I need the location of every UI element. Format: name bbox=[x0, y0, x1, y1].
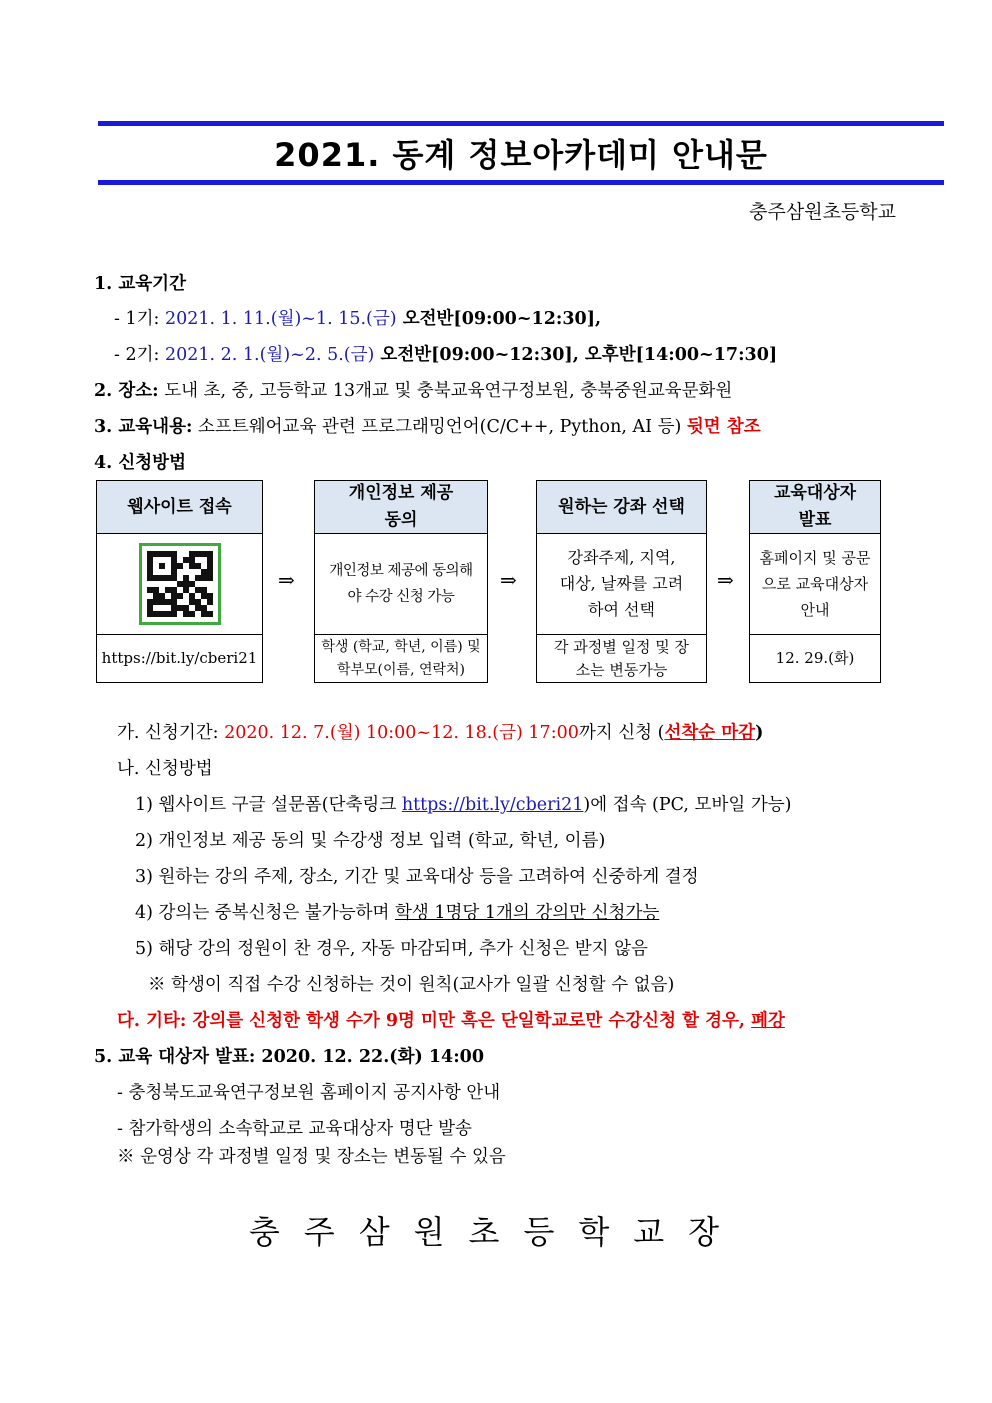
flow-step-select-body: 강좌주제, 지역, 대상, 날짜를 고려하여 선택 bbox=[559, 548, 684, 619]
flow-step-website-body bbox=[97, 534, 262, 634]
period-2-dates: 2021. 2. 1.(월)~2. 5.(금) bbox=[164, 345, 375, 365]
apply-period-dates: 2020. 12. 7.(월) 10:00~12. 18.(금) 17:00 bbox=[224, 723, 579, 743]
method-2: 2) 개인정보 제공 동의 및 수강생 정보 입력 (학교, 학년, 이름) bbox=[135, 831, 606, 851]
flow-step-select-footer: 각 과정별 일정 및 장소는 변동가능 bbox=[537, 634, 706, 682]
section-5-heading: 5. 교육 대상자 발표: 2020. 12. 22.(화) 14:00 bbox=[94, 1047, 485, 1067]
flow-step-select-header: 원하는 강좌 선택 bbox=[537, 481, 706, 534]
section-4-heading: 4. 신청방법 bbox=[94, 453, 186, 473]
method-5: 5) 해당 강의 정원이 찬 경우, 자동 마감되며, 추가 신청은 받지 않음 bbox=[135, 939, 648, 959]
method-1-text-a: 1) 웹사이트 구글 설문폼(단축링크 bbox=[135, 795, 402, 815]
method-1-text-b: )에 접속 (PC, 모바일 가능) bbox=[583, 795, 792, 815]
method-4 bbox=[135, 899, 659, 924]
flow-step-announce-header: 교육대상자 발표 bbox=[750, 481, 880, 534]
section-3-text: 소프트웨어교육 관련 프로그래밍언어(C/C++, Python, AI 등) bbox=[192, 417, 687, 437]
section-5-note: ※ 운영상 각 과정별 일정 및 장소는 변동될 수 있음 bbox=[117, 1147, 506, 1167]
school-name: 충주삼원초등학교 bbox=[749, 201, 896, 223]
apply-period-label: 가. 신청기간: bbox=[117, 723, 225, 743]
period-1-dates: 2021. 1. 11.(월)~1. 15.(금) bbox=[164, 309, 397, 329]
section-2-text: 도내 초, 중, 고등학교 13개교 및 충북교육연구정보원, 충북중원교육문화원 bbox=[158, 381, 733, 401]
flow-step-website-footer[interactable]: https://bit.ly/cberi21 bbox=[97, 634, 262, 682]
period-1-time: 오전반[09:00~12:30], bbox=[396, 309, 602, 329]
section-1-heading: 1. 교육기간 bbox=[94, 274, 186, 294]
page-title: 2021. 동계 정보아카데미 안내문 bbox=[274, 136, 768, 174]
top-rule bbox=[98, 121, 944, 126]
flow-step-consent bbox=[314, 480, 488, 683]
other-notice-cancel: 폐강 bbox=[751, 1011, 785, 1031]
apply-period-end: ) bbox=[755, 723, 764, 743]
apply-period-mid: 까지 신청 ( bbox=[578, 723, 665, 743]
section-5-line-2: - 참가학생의 소속학교로 교육대상자 명단 발송 bbox=[117, 1119, 472, 1139]
method-1 bbox=[135, 791, 791, 816]
apply-period-note: 선착순 마감 bbox=[664, 723, 756, 743]
qr-code-icon[interactable] bbox=[139, 543, 221, 625]
method-3: 3) 원하는 강의 주제, 장소, 기간 및 교육대상 등을 고려하여 신중하게 결정 bbox=[135, 867, 699, 887]
flow-step-website-header: 웹사이트 접속 bbox=[97, 481, 262, 534]
period-2-time: 오전반[09:00~12:30], 오후반[14:00~17:30] bbox=[374, 345, 778, 365]
method-note: ※ 학생이 직접 수강 신청하는 것이 원칙(교사가 일괄 신청할 수 없음) bbox=[148, 975, 675, 995]
flow-step-consent-body: 개인정보 제공에 동의해야 수강 신청 가능 bbox=[329, 563, 473, 605]
flow-step-website bbox=[96, 480, 263, 683]
other-notice bbox=[117, 1007, 785, 1032]
apply-method-heading: 나. 신청방법 bbox=[117, 759, 213, 779]
period-2-label: - 2기: bbox=[114, 345, 165, 365]
method-4-limit: 학생 1명당 1개의 강의만 신청가능 bbox=[394, 903, 660, 923]
section-2 bbox=[94, 377, 732, 402]
flow-arrow-3: ⇒ bbox=[717, 568, 734, 592]
section-2-label: 2. 장소: bbox=[94, 381, 159, 401]
other-notice-text: 다. 기타: 강의를 신청한 학생 수가 9명 미만 혹은 단일학교로만 수강신청 할 경우, bbox=[117, 1011, 752, 1031]
flow-step-announce bbox=[749, 480, 881, 683]
section-3 bbox=[94, 413, 761, 438]
apply-period bbox=[117, 719, 763, 744]
period-2 bbox=[114, 341, 777, 366]
section-3-label: 3. 교육내용: bbox=[94, 417, 193, 437]
flow-step-select bbox=[536, 480, 707, 683]
flow-step-announce-footer: 12. 29.(화) bbox=[750, 634, 880, 682]
bottom-rule bbox=[98, 180, 944, 185]
section-3-ref: 뒷면 참조 bbox=[686, 417, 761, 437]
flow-arrow-2: ⇒ bbox=[500, 568, 517, 592]
principal-signature: 충주삼원초등학교장 bbox=[248, 1213, 744, 1251]
flow-step-announce-body: 홈페이지 및 공문으로 교육대상자 안내 bbox=[759, 549, 871, 619]
period-1 bbox=[114, 305, 601, 330]
period-1-label: - 1기: bbox=[114, 309, 165, 329]
flow-step-consent-footer: 학생 (학교, 학년, 이름) 및 학부모(이름, 연락처) bbox=[315, 634, 487, 682]
method-4-text: 4) 강의는 중복신청은 불가능하며 bbox=[135, 903, 395, 923]
flow-arrow-1: ⇒ bbox=[278, 568, 295, 592]
flow-step-consent-header: 개인정보 제공 동의 bbox=[315, 481, 487, 534]
survey-link[interactable]: https://bit.ly/cberi21 bbox=[401, 795, 584, 815]
section-5-line-1: - 충청북도교육연구정보원 홈페이지 공지사항 안내 bbox=[117, 1083, 501, 1103]
